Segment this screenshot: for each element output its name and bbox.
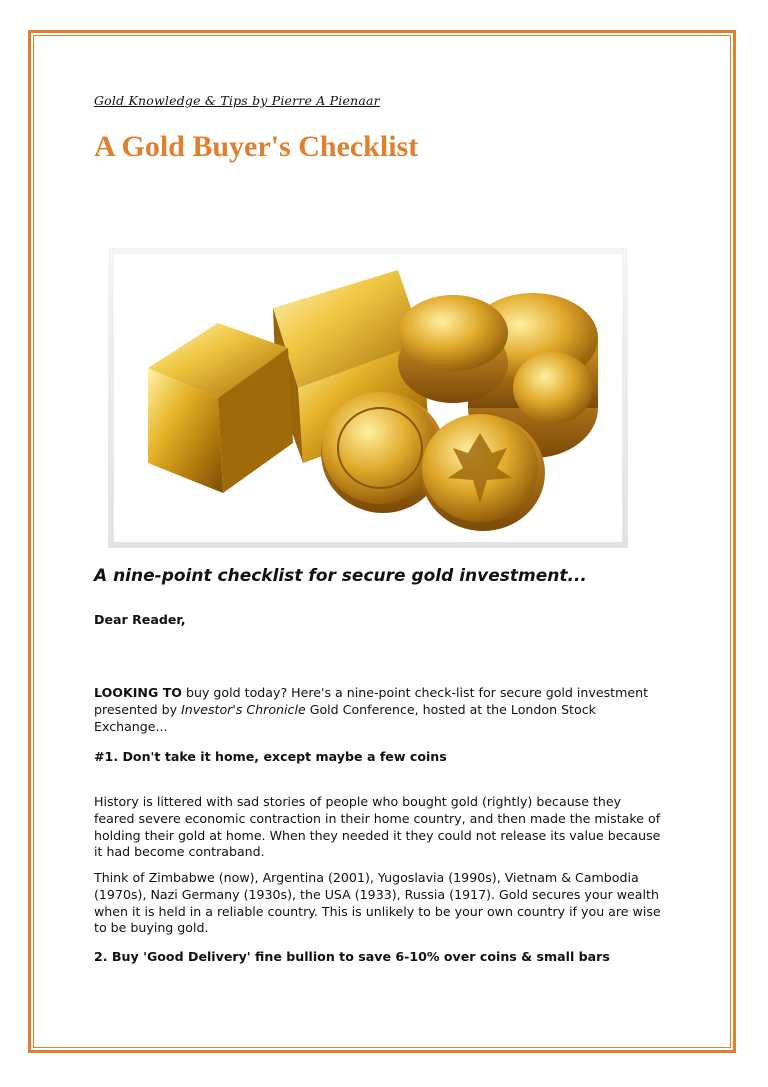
point-1-paragraph-2: Think of Zimbabwe (now), Argentina (2001), Yugoslavia (1990s), Vietnam & Cambodia (1970s), Nazi Germany (1930s), the USA (1933), Russia (1917). Gold secures your wealth when it is held in a reliable country. This is unlikely to be your own country if you are wise to be buying gold. xyxy=(94,870,661,936)
header-byline: Gold Knowledge & Tips by Pierre A Pienaar xyxy=(94,93,380,108)
point-2-heading: 2. Buy 'Good Delivery' fine bullion to save 6-10% over coins & small bars xyxy=(94,949,610,964)
point-1-paragraph-1: History is littered with sad stories of people who bought gold (rightly) because they feared severe economic contraction in their home country, and then made the mistake of holding their gold at home. When they needed it they could not release its value because it had become contraband. xyxy=(94,794,661,860)
intro-lead: LOOKING TO xyxy=(94,685,182,700)
greeting: Dear Reader, xyxy=(94,612,186,627)
subtitle: A nine-point checklist for secure gold investment... xyxy=(94,566,587,586)
intro-paragraph xyxy=(94,685,664,735)
page-title: A Gold Buyer's Checklist xyxy=(94,130,419,163)
point-1-heading: #1. Don't take it home, except maybe a few coins xyxy=(94,749,447,764)
publication-name: Investor's Chronicle xyxy=(181,701,306,717)
intro-text-2: Gold Conference, hosted at the London Stock Exchange... xyxy=(94,701,596,734)
intro-text-1: buy gold today? Here's a nine-point check-list for secure gold investment presented by xyxy=(94,685,649,717)
gold-bars-and-coins-image xyxy=(108,248,628,548)
